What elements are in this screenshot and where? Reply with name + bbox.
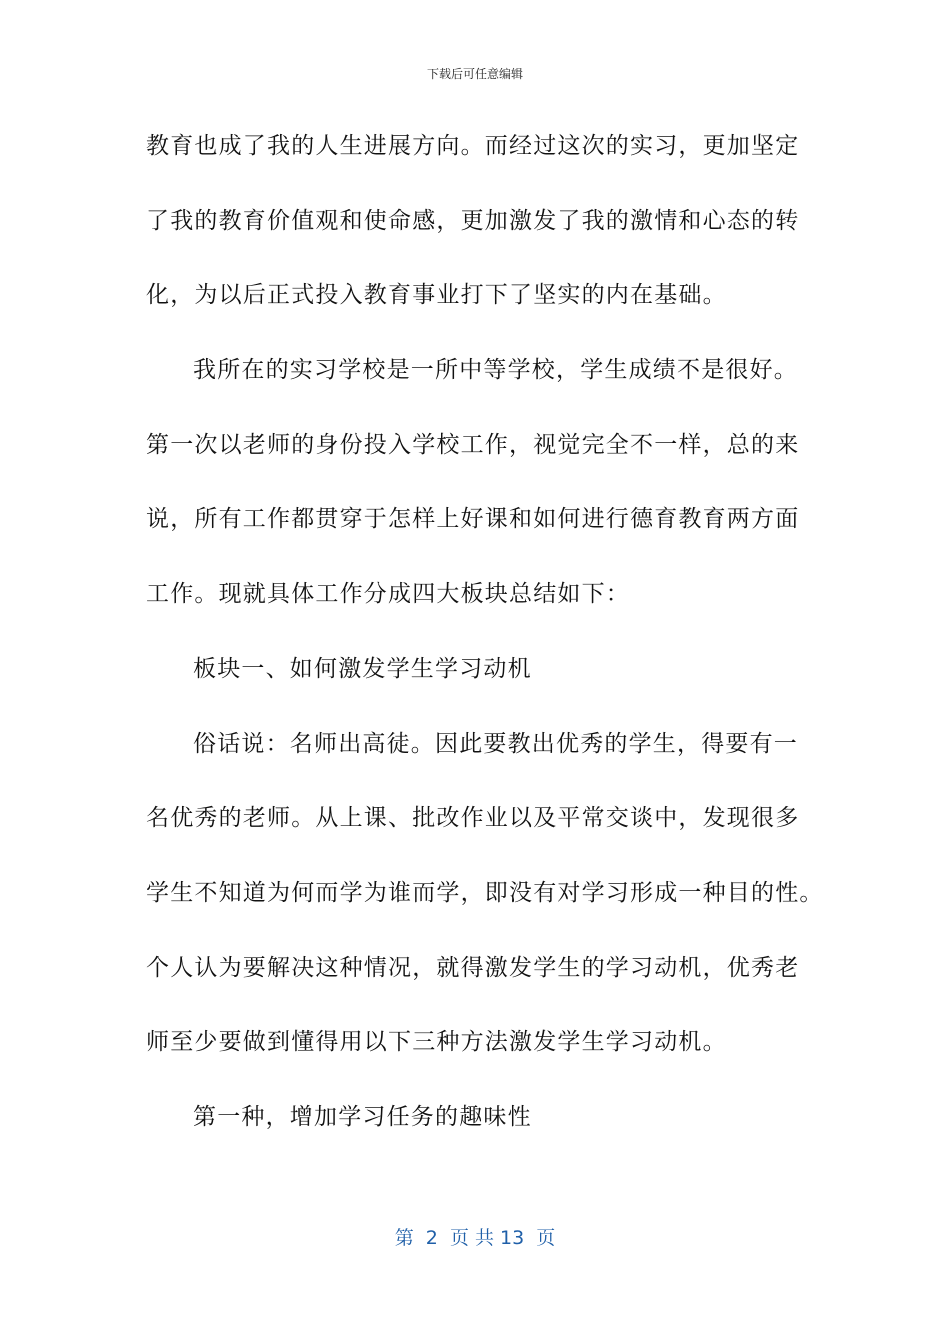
page-number-footer: 第 2 页 共 13 页: [394, 1227, 556, 1249]
page-header: 下载后可任意编辑: [426, 67, 523, 81]
paragraph-start-line: 俗话说：名师出高徒。因此要教出优秀的学生，得要有一: [193, 730, 798, 757]
text-line: 化，为以后正式投入教育事业打下了坚实的内在基础。: [146, 282, 727, 309]
text-line: 教育也成了我的人生进展方向。而经过这次的实习，更加坚定: [146, 133, 800, 159]
text-line: 个人认为要解决这种情况，就得激发学生的学习动机，优秀老: [146, 954, 800, 981]
paragraph-start-line: 我所在的实习学校是一所中等学校，学生成绩不是很好。: [193, 357, 798, 384]
section-heading: 板块一、如何激发学生学习动机: [193, 655, 532, 682]
text-line: 第一次以老师的身份投入学校工作，视觉完全不一样，总的来: [146, 431, 800, 458]
text-line: 学生不知道为何而学为谁而学，即没有对学习形成一种目的性。: [146, 879, 824, 906]
text-line: 了我的教育价值观和使命感，更加激发了我的激情和心态的转: [146, 207, 800, 234]
text-line: 说，所有工作都贯穿于怎样上好课和如何进行德育教育两方面: [146, 506, 800, 533]
subsection-heading: 第一种，增加学习任务的趣味性: [193, 1103, 532, 1130]
document-body: [146, 120, 826, 1166]
text-line: 工作。现就具体工作分成四大板块总结如下：: [146, 581, 630, 608]
text-line: 师至少要做到懂得用以下三种方法激发学生学习动机。: [146, 1029, 727, 1056]
text-line: 名优秀的老师。从上课、批改作业以及平常交谈中，发现很多: [146, 805, 800, 832]
